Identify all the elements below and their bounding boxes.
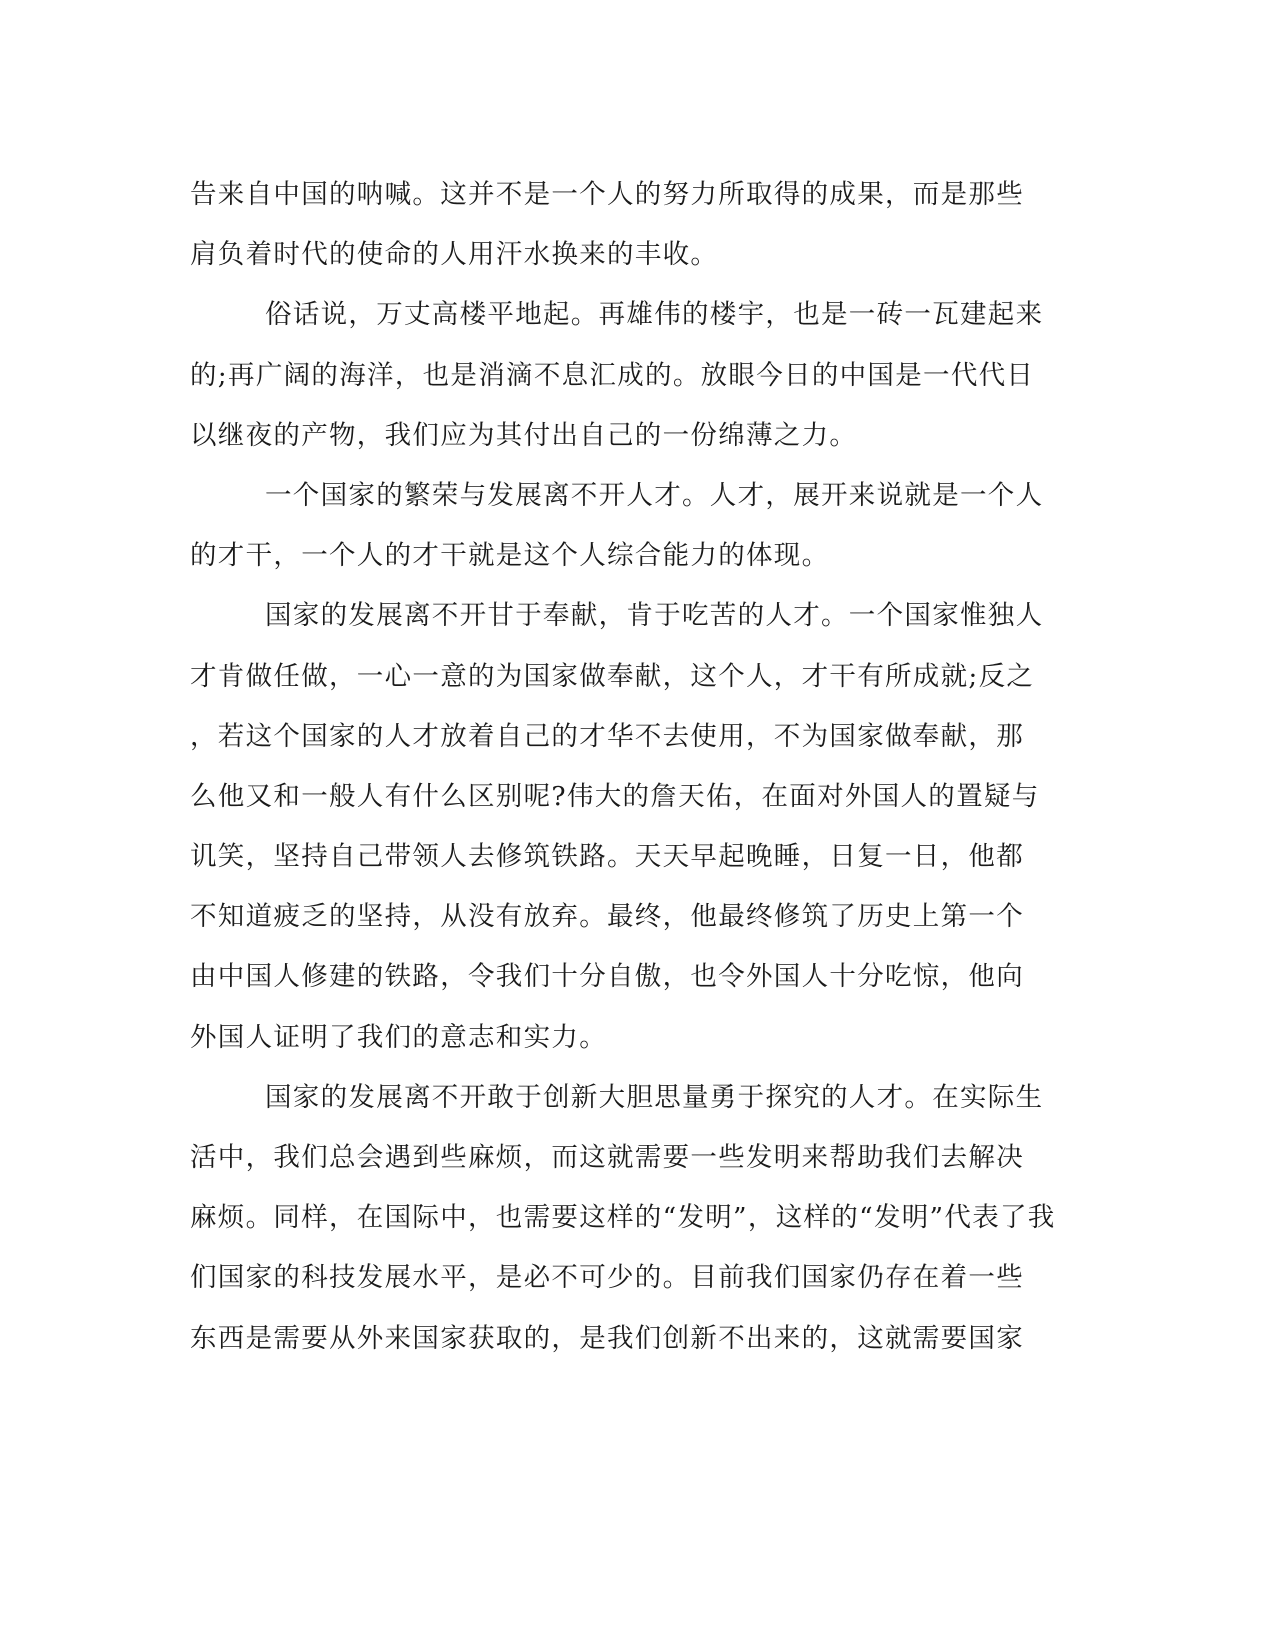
text-line: 不知道疲乏的坚持，从没有放弃。最终，他最终修筑了历史上第一个 xyxy=(190,901,1024,933)
paragraph-first-line: 国家的发展离不开敢于创新大胆思量勇于探究的人才。在实际生 xyxy=(265,1081,1044,1113)
text-line: 么他又和一般人有什么区别呢?伟大的詹天佑，在面对外国人的置疑与 xyxy=(190,780,1040,812)
text-line: 的才干，一个人的才干就是这个人综合能力的体现。 xyxy=(190,540,830,572)
text-line: 外国人证明了我们的意志和实力。 xyxy=(190,1021,607,1053)
text-line: 肩负着时代的使命的人用汗水换来的丰收。 xyxy=(190,239,719,271)
text-line: 麻烦。同样，在国际中，也需要这样的“发明”，这样的“发明”代表了我 xyxy=(190,1202,1056,1234)
text-line: 告来自中国的呐喊。这并不是一个人的努力所取得的成果，而是那些 xyxy=(190,179,1024,210)
text-line: 由中国人修建的铁路，令我们十分自傲，也令外国人十分吃惊，他向 xyxy=(190,961,1024,993)
paragraph-first-line: 国家的发展离不开甘于奉献，肯于吃苦的人才。一个国家惟独人 xyxy=(265,600,1044,632)
text-line: 东西是需要从外来国家获取的，是我们创新不出来的，这就需要国家 xyxy=(190,1322,1024,1354)
text-line: ，若这个国家的人才放着自己的才华不去使用，不为国家做奉献，那 xyxy=(190,720,1024,752)
body-text xyxy=(190,165,1090,1369)
text-line: 的;再广阔的海洋，也是消滴不息汇成的。放眼今日的中国是一代代日 xyxy=(190,359,1035,391)
text-line: 才肯做任做，一心一意的为国家做奉献，这个人，才干有所成就;反之 xyxy=(190,660,1035,692)
text-line: 讥笑，坚持自己带领人去修筑铁路。天天早起晚睡，日复一日，他都 xyxy=(190,841,1024,873)
text-line: 以继夜的产物，我们应为其付出自己的一份绵薄之力。 xyxy=(190,419,858,451)
text-line: 们国家的科技发展水平，是必不可少的。目前我们国家仍存在着一些 xyxy=(190,1262,1024,1294)
paragraph-first-line: 俗话说，万丈高楼平地起。再雄伟的楼宇，也是一砖一瓦建起来 xyxy=(265,299,1044,331)
text-line: 活中，我们总会遇到些麻烦，而这就需要一些发明来帮助我们去解决 xyxy=(190,1142,1024,1173)
paragraph-first-line: 一个国家的繁荣与发展离不开人才。人才，展开来说就是一个人 xyxy=(265,479,1044,511)
